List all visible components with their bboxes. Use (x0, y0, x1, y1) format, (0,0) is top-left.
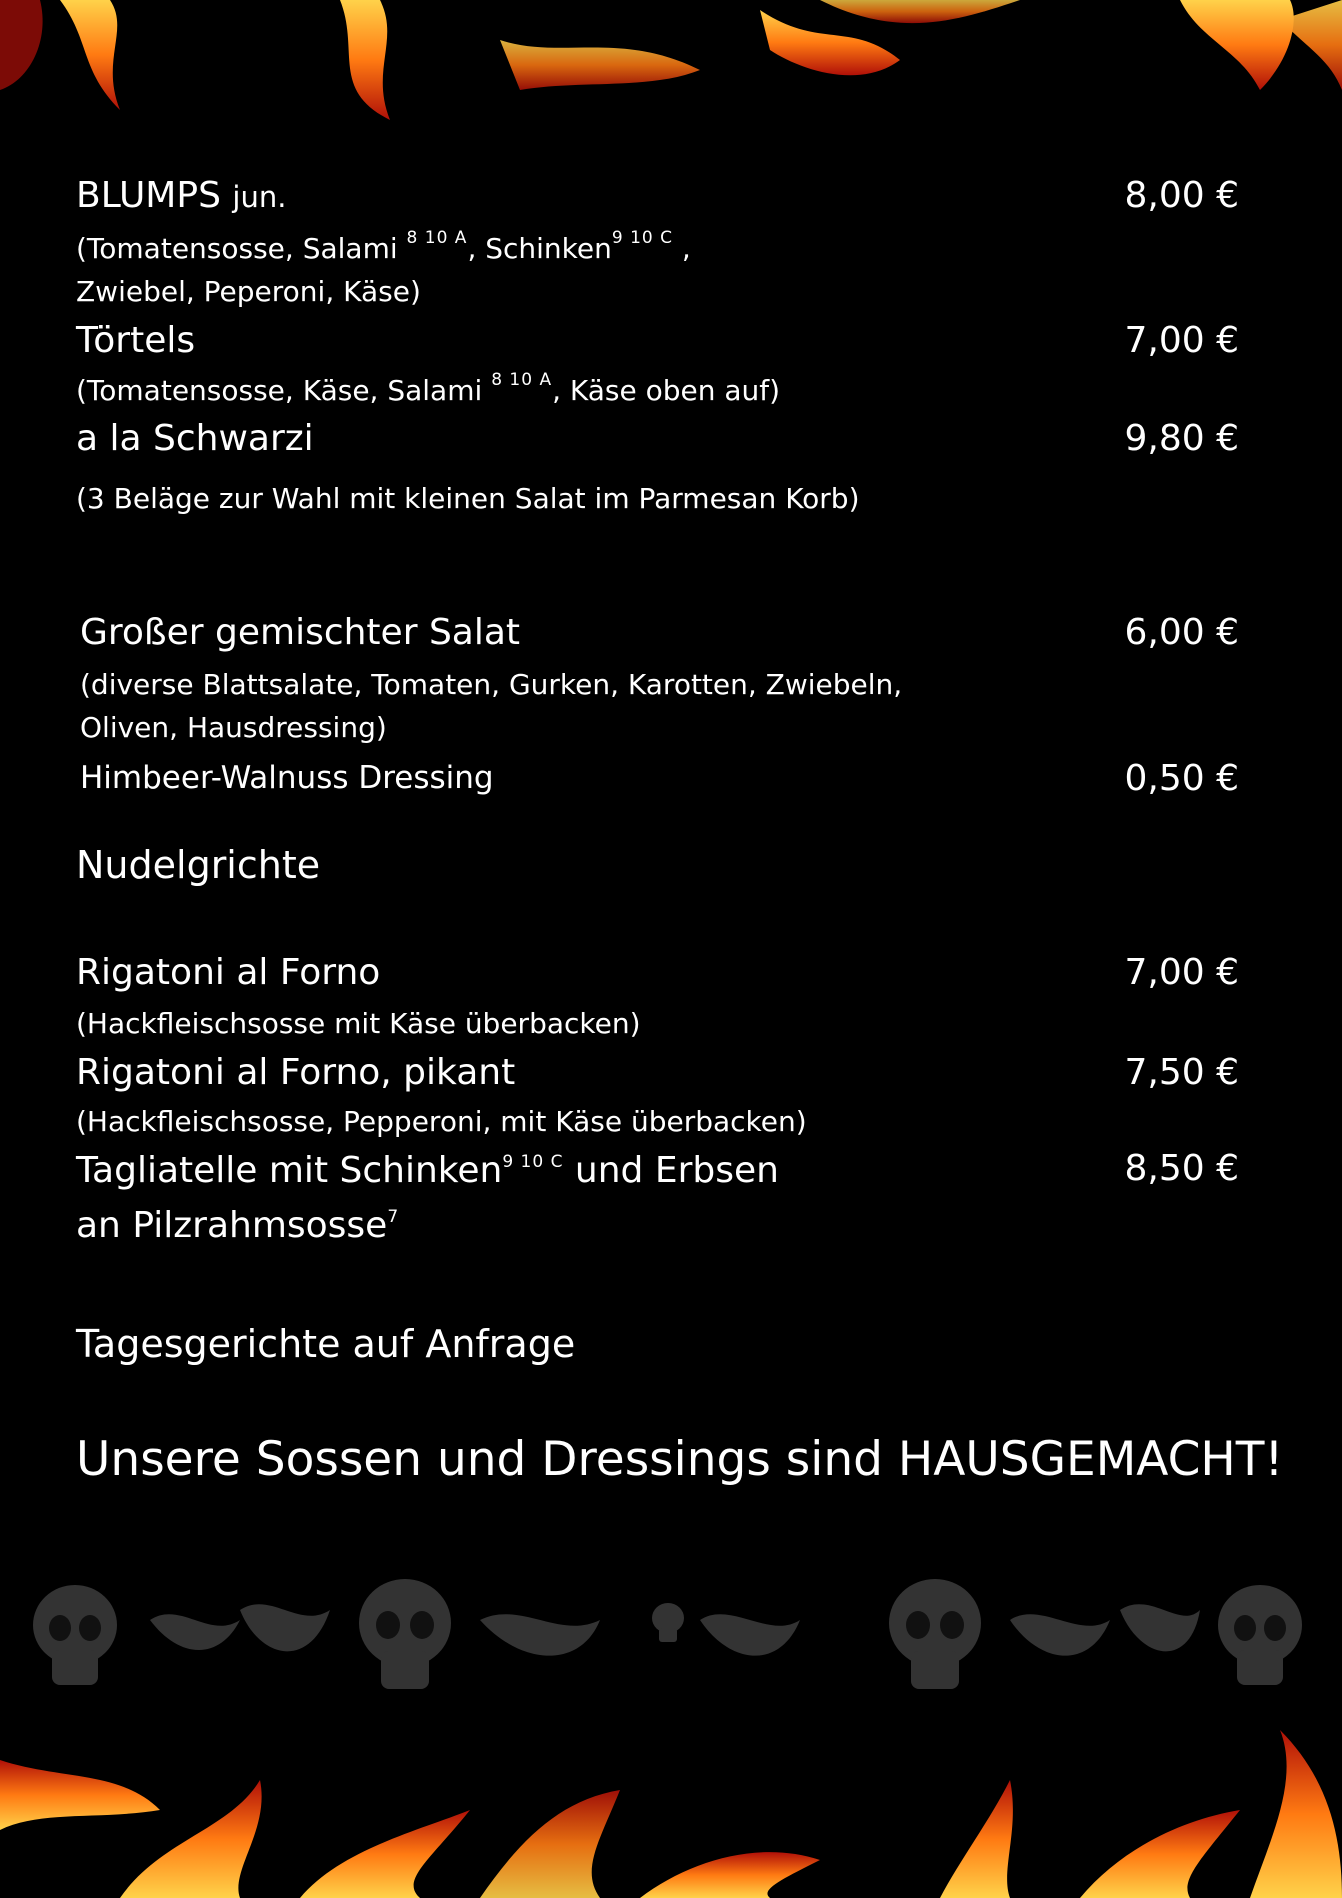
menu-item-price: 7,00 € (1124, 952, 1239, 993)
menu-item-name: Rigatoni al Forno, pikant (76, 1052, 516, 1093)
menu-item-price: 6,00 € (1124, 612, 1239, 653)
menu-item-price: 0,50 € (1124, 758, 1239, 799)
menu-item-price: 7,50 € (1124, 1052, 1239, 1093)
menu-item-name: Großer gemischter Salat (80, 612, 521, 653)
menu-item-name: Törtels (76, 320, 196, 361)
menu-item-price: 8,00 € (1124, 175, 1239, 216)
menu-item-description: (3 Beläge zur Wahl mit kleinen Salat im Parmesan Korb) (76, 482, 860, 515)
menu-item-price: 8,50 € (1124, 1148, 1239, 1189)
menu-item-name: Tagliatelle mit Schinken$^{9 10 C}$ und Erbsen (76, 1150, 779, 1191)
menu-item-name: Rigatoni al Forno (76, 952, 381, 993)
menu-item-name: an Pilzrahmsosse$^7$ (76, 1205, 400, 1246)
menu-item-description: Zwiebel, Peperoni, Käse) (76, 275, 421, 308)
menu-item-description: (Hackfleischsosse, Pepperoni, mit Käse überbacken) (76, 1105, 807, 1138)
menu-item-description: (Hackfleischsosse mit Käse überbacken) (76, 1007, 641, 1040)
menu-item-price: 7,00 € (1124, 320, 1239, 361)
menu-item-description: (Tomatensosse, Käse, Salami $^{8 10 A}$, Käse oben auf) (76, 370, 781, 407)
menu-item-description: Oliven, Hausdressing) (80, 711, 387, 744)
daily-specials-note: Tagesgerichte auf Anfrage (76, 1322, 576, 1366)
menu-item-description: (Tomatensosse, Salami $^{8 10 A}$, Schinken$^{9 10 C}$ , (76, 228, 691, 265)
menu-item-description: (diverse Blattsalate, Tomaten, Gurken, Karotten, Zwiebeln, (80, 668, 903, 701)
menu-item-name: a la Schwarzi (76, 418, 314, 459)
menu-item-name: Himbeer-Walnuss Dressing (80, 760, 494, 796)
homemade-slogan: Unsere Sossen und Dressings sind HAUSGEMACHT! (76, 1432, 1284, 1487)
menu-item-name: BLUMPS jun. (76, 175, 287, 216)
section-heading-pasta: Nudelgrichte (76, 843, 321, 887)
menu-item-price: 9,80 € (1124, 418, 1239, 459)
